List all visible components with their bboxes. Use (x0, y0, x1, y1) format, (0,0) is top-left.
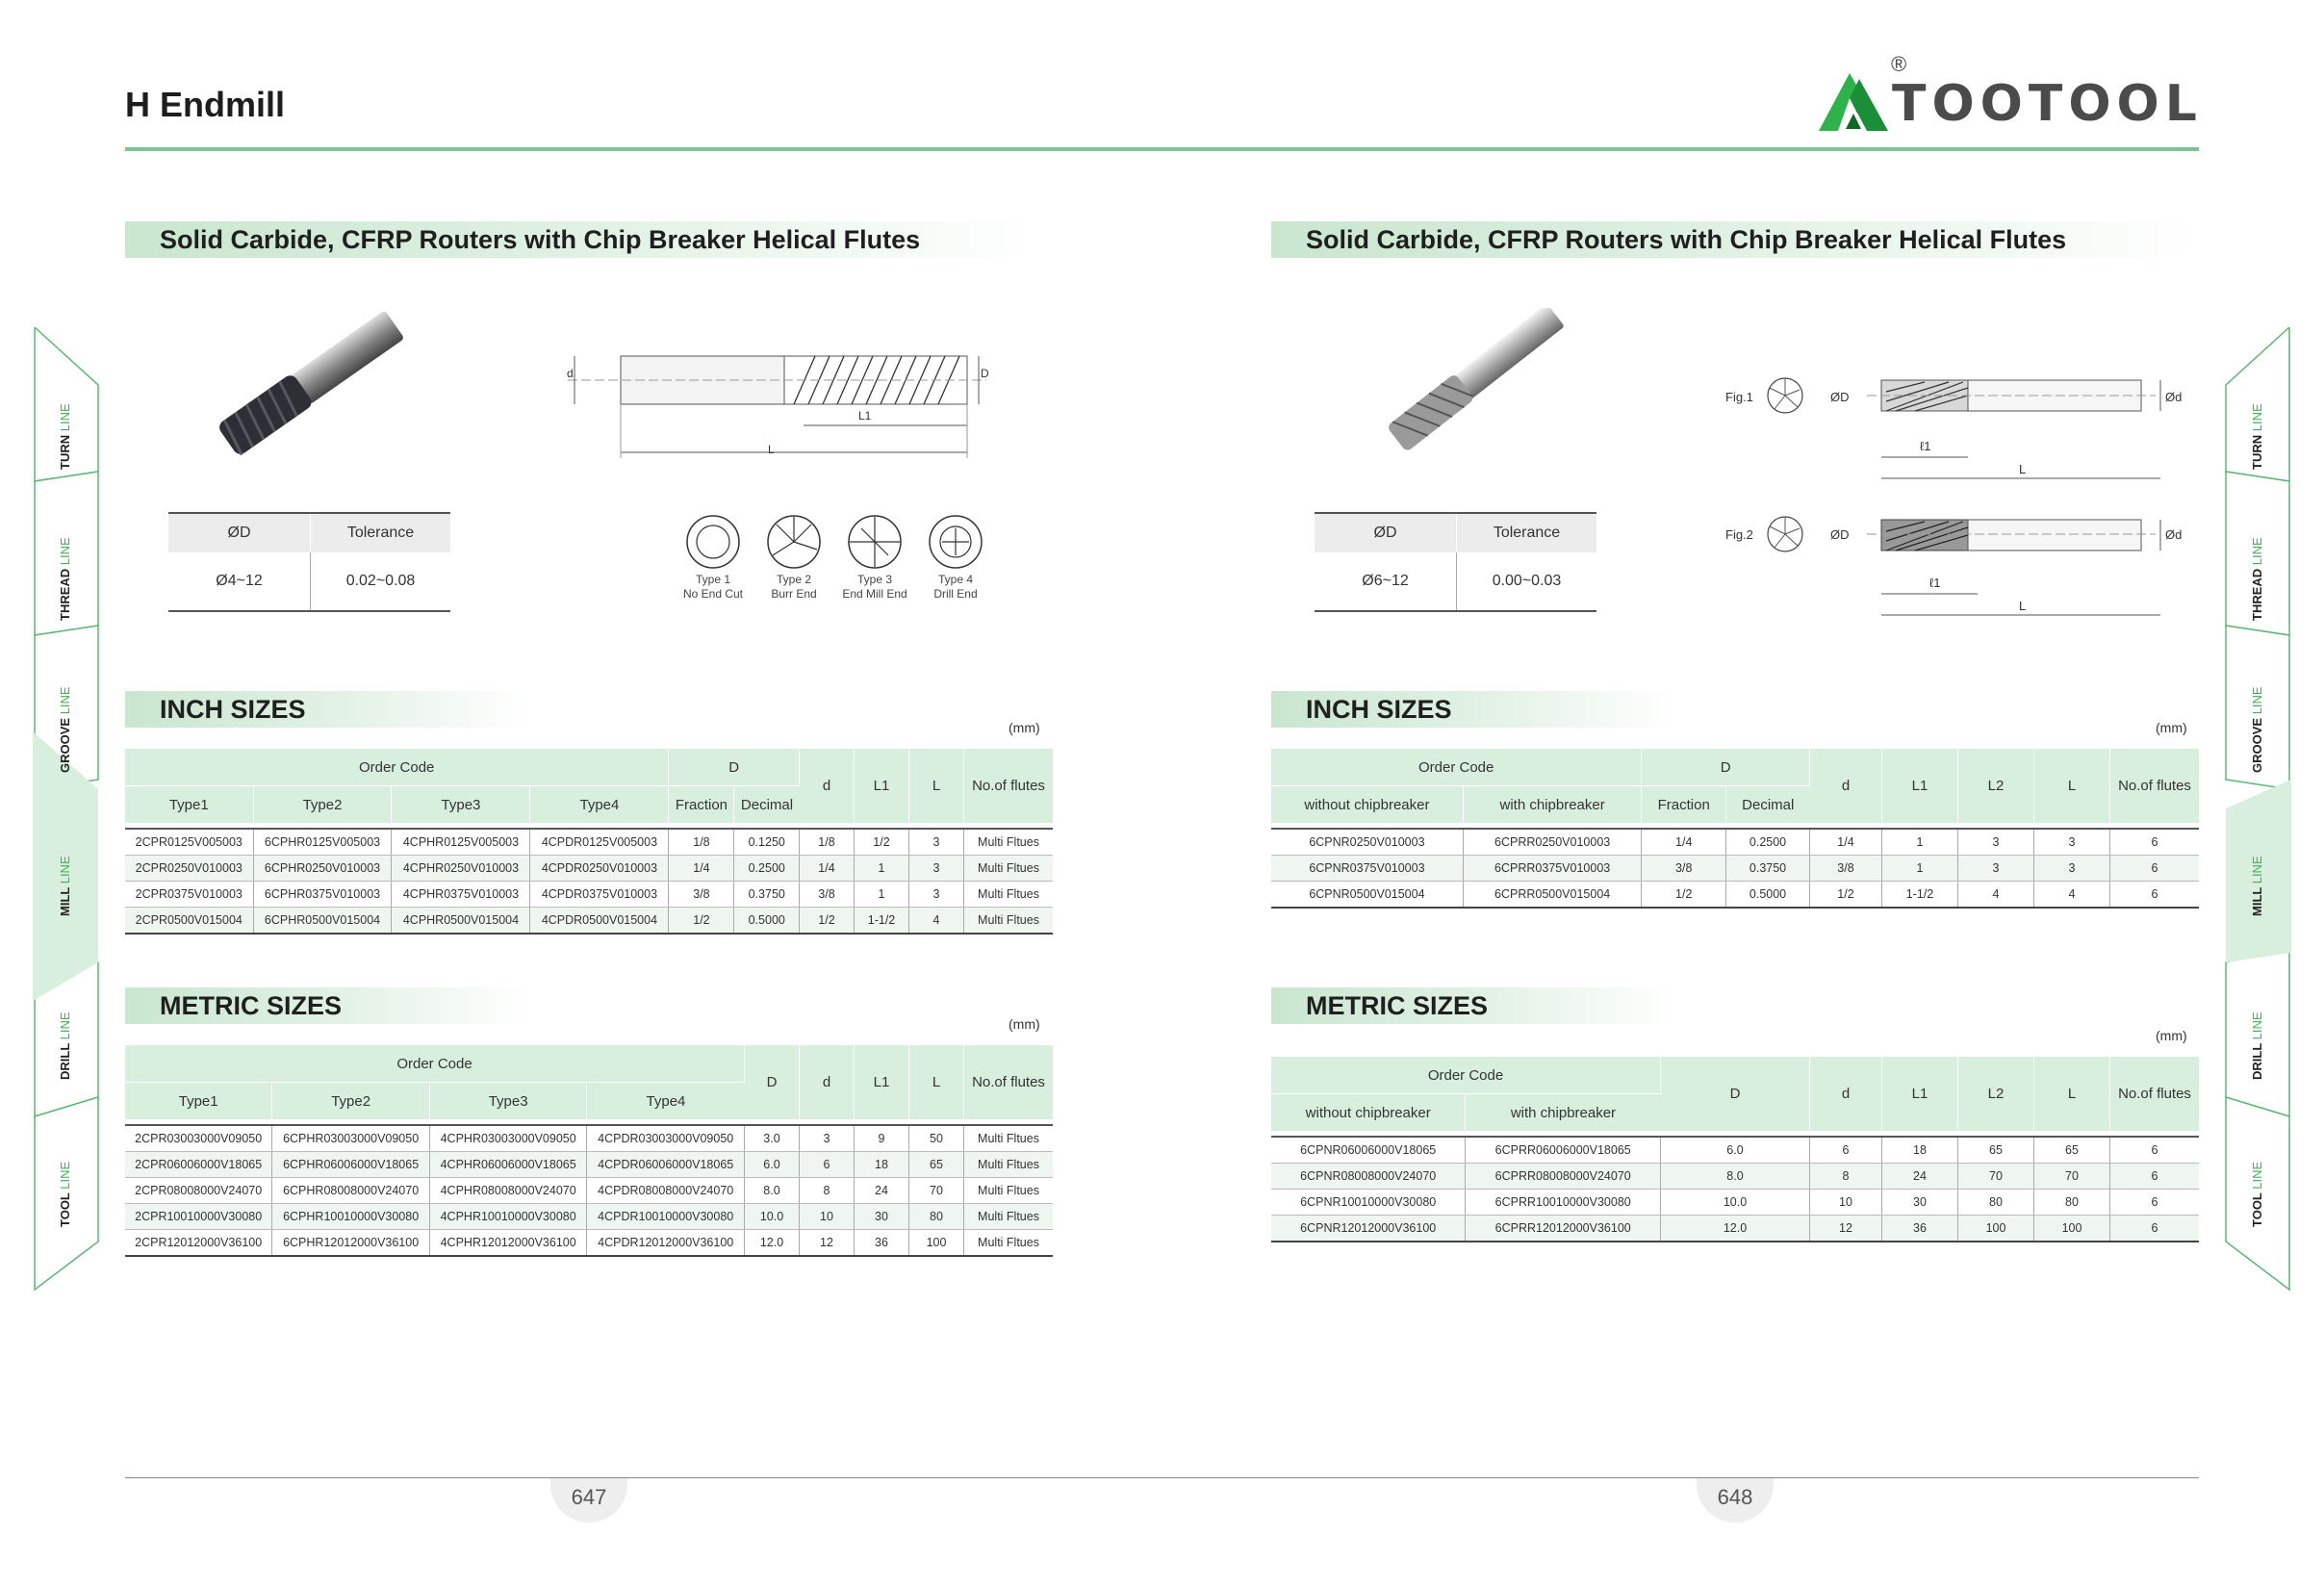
table-cell: 1 (1882, 829, 1958, 856)
table-cell: 3/8 (1642, 856, 1726, 882)
tol-header-tol: Tolerance (311, 513, 451, 552)
table-cell: Multi Fltues (964, 1230, 1054, 1257)
left-section-title: Solid Carbide, CFRP Routers with Chip Breaker Helical Flutes (160, 225, 921, 254)
right-inch-table (1271, 749, 2199, 909)
table-cell: 18 (855, 1152, 909, 1178)
table-row (125, 1152, 1053, 1178)
col-order-code: Order Code (1271, 1057, 1661, 1094)
table-cell: 6CPNR0500V015004 (1271, 882, 1463, 909)
col-D: D (745, 1045, 800, 1120)
table-cell: 1/2 (1810, 882, 1882, 909)
table-row (1271, 1190, 2199, 1216)
table-row (125, 1230, 1053, 1257)
table-cell: 1/8 (800, 829, 855, 856)
table-cell: 1 (855, 856, 909, 882)
table-cell: 6CPRR10010000V30080 (1466, 1190, 1661, 1216)
table-cell: 10 (800, 1204, 855, 1230)
col-L1: L1 (855, 749, 909, 824)
table-cell: 30 (855, 1204, 909, 1230)
col-L2: L2 (1958, 1057, 2034, 1132)
table-cell: 6CPNR06006000V18065 (1271, 1137, 1466, 1164)
table-cell: 6CPHR10010000V30080 (272, 1204, 430, 1230)
col-type3: Type3 (392, 786, 530, 824)
table-cell: 65 (2034, 1137, 2110, 1164)
right-tolerance-table (1315, 512, 1596, 612)
table-cell: 3 (2034, 829, 2110, 856)
table-cell: 50 (909, 1125, 964, 1152)
left-tolerance-table (168, 512, 450, 612)
table-cell: 70 (1958, 1164, 2034, 1190)
table-row (1271, 1137, 2199, 1164)
table-cell: 6CPRR12012000V36100 (1466, 1216, 1661, 1242)
table-cell: 4CPDR0250V010003 (530, 856, 669, 882)
table-cell: 4CPDR0500V015004 (530, 908, 669, 935)
table-cell: 30 (1882, 1190, 1958, 1216)
table-cell: 1/4 (800, 856, 855, 882)
table-cell: Multi Fltues (964, 908, 1054, 935)
fig2-label: Fig.2 (1725, 527, 1753, 542)
table-cell: 80 (1958, 1190, 2034, 1216)
table-cell: 1/2 (669, 908, 734, 935)
left-drawing-L1: L1 (858, 409, 872, 423)
col-d: d (1810, 749, 1882, 824)
table-cell: 3 (1958, 829, 2034, 856)
tol-header-tol: Tolerance (1457, 513, 1597, 552)
table-cell: 3.0 (745, 1125, 800, 1152)
table-cell: 6 (800, 1152, 855, 1178)
table-cell: 6CPHR0375V010003 (253, 882, 392, 908)
table-cell: 2CPR12012000V36100 (125, 1230, 272, 1257)
table-cell: 1/2 (800, 908, 855, 935)
col-D: D (669, 749, 800, 786)
table-cell: 24 (1882, 1164, 1958, 1190)
col-L: L (909, 1045, 964, 1120)
table-cell: 4CPHR0375V010003 (392, 882, 530, 908)
table-cell: 4CPHR10010000V30080 (429, 1204, 587, 1230)
table-row (125, 908, 1053, 935)
table-cell: 8 (1810, 1164, 1882, 1190)
page-number-left: 647 (550, 1478, 627, 1523)
table-cell: Multi Fltues (964, 856, 1054, 882)
table-cell: 6CPRR0500V015004 (1463, 882, 1642, 909)
side-tab-mill-right[interactable]: MILL LINE (2250, 856, 2264, 916)
col-L: L (2034, 1057, 2110, 1132)
table-cell: 6CPHR12012000V36100 (272, 1230, 430, 1257)
col-L1: L1 (1882, 749, 1958, 824)
right-section-title: Solid Carbide, CFRP Routers with Chip Breaker Helical Flutes (1306, 225, 2067, 254)
table-cell: 1/4 (669, 856, 734, 882)
right-fig-drawings (1761, 371, 2165, 621)
fig2-d-label: Ød (2165, 527, 2183, 542)
right-inch-header (1271, 691, 1675, 728)
table-cell: 4CPDR0375V010003 (530, 882, 669, 908)
col-order-code: Order Code (125, 749, 669, 786)
table-cell: 10.0 (745, 1204, 800, 1230)
side-tab-groove-right[interactable]: GROOVE LINE (2250, 686, 2264, 773)
table-cell: 1-1/2 (1882, 882, 1958, 909)
table-cell: 0.1250 (734, 829, 800, 856)
side-tab-outlines-left (33, 327, 100, 1299)
col-D: D (1661, 1057, 1810, 1132)
table-cell: 6.0 (745, 1152, 800, 1178)
col-decimal: Decimal (1726, 786, 1810, 824)
table-cell: 3/8 (800, 882, 855, 908)
table-cell: 65 (909, 1152, 964, 1178)
col-type2: Type2 (272, 1083, 430, 1120)
table-cell: 6 (2110, 1190, 2200, 1216)
table-cell: 8.0 (745, 1178, 800, 1204)
col-with-chipbreaker: with chipbreaker (1466, 1094, 1661, 1132)
right-metric-header (1271, 987, 1675, 1024)
col-L1: L1 (1882, 1057, 1958, 1132)
table-cell: 1/8 (669, 829, 734, 856)
table-cell: Multi Fltues (964, 882, 1054, 908)
table-cell: 3 (909, 882, 964, 908)
col-fraction: Fraction (669, 786, 734, 824)
table-cell: 80 (909, 1204, 964, 1230)
table-row (1271, 1164, 2199, 1190)
table-cell: 2CPR0375V010003 (125, 882, 253, 908)
table-cell: 4CPHR0250V010003 (392, 856, 530, 882)
col-d: d (800, 1045, 855, 1120)
table-cell: 6CPHR08008000V24070 (272, 1178, 430, 1204)
side-tab-drill-right[interactable]: DRILL LINE (2250, 1012, 2264, 1080)
table-row (125, 1204, 1053, 1230)
footer-rule (125, 1477, 2199, 1478)
col-L: L (2034, 749, 2110, 824)
table-cell: 70 (2034, 1164, 2110, 1190)
table-cell: Multi Fltues (964, 1178, 1054, 1204)
tol-value-d: Ø6~12 (1315, 552, 1457, 611)
left-drawing-d: d (567, 367, 574, 380)
col-flutes: No.of flutes (964, 749, 1054, 824)
end-type-4: Type 4 Drill End (933, 573, 978, 601)
table-cell: 4 (909, 908, 964, 935)
table-cell: 10.0 (1661, 1190, 1810, 1216)
col-flutes: No.of flutes (964, 1045, 1054, 1120)
right-section-header (1271, 221, 2195, 258)
fig1-D-label: ØD (1830, 390, 1850, 404)
table-cell: 0.3750 (1726, 856, 1810, 882)
table-cell: 1 (1882, 856, 1958, 882)
table-cell: 0.2500 (1726, 829, 1810, 856)
table-cell: 6CPHR03003000V09050 (272, 1125, 430, 1152)
left-metric-table (125, 1045, 1053, 1257)
table-cell: 8.0 (1661, 1164, 1810, 1190)
table-cell: 6CPNR08008000V24070 (1271, 1164, 1466, 1190)
left-drawing-D: D (981, 367, 989, 380)
side-tab-tool[interactable]: TOOL LINE (58, 1161, 72, 1227)
fig1-d-label: Ød (2165, 390, 2183, 404)
right-inch-title: INCH SIZES (1306, 695, 1452, 724)
registered-mark: ® (1891, 52, 1907, 76)
table-cell: 6CPNR10010000V30080 (1271, 1190, 1466, 1216)
table-cell: 4 (1958, 882, 2034, 909)
col-type4: Type4 (530, 786, 669, 824)
table-cell: 65 (1958, 1137, 2034, 1164)
table-cell: 100 (1958, 1216, 2034, 1242)
table-cell: 4CPHR03003000V09050 (429, 1125, 587, 1152)
table-cell: 10 (1810, 1190, 1882, 1216)
table-cell: 6CPRR06006000V18065 (1466, 1137, 1661, 1164)
col-with-chipbreaker: with chipbreaker (1463, 786, 1642, 824)
table-cell: 100 (2034, 1216, 2110, 1242)
brand-name: TOOTOOL (1892, 75, 2203, 133)
table-cell: 6 (1810, 1137, 1882, 1164)
table-cell: 4CPHR0500V015004 (392, 908, 530, 935)
table-cell: 6CPHR06006000V18065 (272, 1152, 430, 1178)
left-section-header (125, 221, 1039, 258)
col-L2: L2 (1958, 749, 2034, 824)
table-cell: 6CPRR0250V010003 (1463, 829, 1642, 856)
col-D: D (1642, 749, 1810, 786)
side-tab-turn[interactable]: TURN LINE (58, 403, 72, 470)
col-type4: Type4 (587, 1083, 745, 1120)
col-d: d (1810, 1057, 1882, 1132)
end-types (678, 513, 996, 609)
table-cell: 6 (2110, 829, 2200, 856)
table-row (1271, 882, 2199, 909)
table-cell: 36 (1882, 1216, 1958, 1242)
table-cell: 4CPHR12012000V36100 (429, 1230, 587, 1257)
col-d: d (800, 749, 855, 824)
table-cell: 8 (800, 1178, 855, 1204)
side-tab-tool-right[interactable]: TOOL LINE (2250, 1161, 2264, 1227)
left-inch-table (125, 749, 1053, 935)
fig2-L-label: L (2019, 599, 2027, 613)
col-flutes: No.of flutes (2110, 749, 2200, 824)
page-title: H Endmill (125, 85, 286, 124)
col-flutes: No.of flutes (2110, 1057, 2200, 1132)
col-L1: L1 (855, 1045, 909, 1120)
table-cell: 4CPHR0125V005003 (392, 829, 530, 856)
table-cell: 3 (909, 856, 964, 882)
table-cell: 2CPR0125V005003 (125, 829, 253, 856)
table-cell: 4CPDR12012000V36100 (587, 1230, 745, 1257)
col-without-chipbreaker: without chipbreaker (1271, 1094, 1466, 1132)
table-cell: 4CPDR10010000V30080 (587, 1204, 745, 1230)
table-cell: 18 (1882, 1137, 1958, 1164)
table-cell: 6CPNR0375V010003 (1271, 856, 1463, 882)
table-cell: 4CPHR08008000V24070 (429, 1178, 587, 1204)
table-row (125, 882, 1053, 908)
table-row (125, 829, 1053, 856)
table-cell: 2CPR0250V010003 (125, 856, 253, 882)
tol-value-tol: 0.00~0.03 (1457, 552, 1597, 611)
table-cell: 3/8 (669, 882, 734, 908)
table-cell: 24 (855, 1178, 909, 1204)
table-cell: 12.0 (745, 1230, 800, 1257)
tol-value-tol: 0.02~0.08 (311, 552, 451, 611)
table-cell: 4CPDR03003000V09050 (587, 1125, 745, 1152)
col-type1: Type1 (125, 1083, 272, 1120)
table-cell: 4 (2034, 882, 2110, 909)
col-fraction: Fraction (1642, 786, 1726, 824)
table-cell: 9 (855, 1125, 909, 1152)
table-cell: 6CPRR0375V010003 (1463, 856, 1642, 882)
left-inch-title: INCH SIZES (160, 695, 306, 724)
table-cell: 2CPR03003000V09050 (125, 1125, 272, 1152)
table-cell: 4CPDR08008000V24070 (587, 1178, 745, 1204)
side-tab-mill[interactable]: MILL LINE (58, 856, 72, 916)
table-cell: 4CPDR06006000V18065 (587, 1152, 745, 1178)
table-cell: 12 (800, 1230, 855, 1257)
side-tab-turn-right[interactable]: TURN LINE (2250, 403, 2264, 470)
right-product-photo (1366, 308, 1578, 452)
table-cell: 3 (800, 1125, 855, 1152)
col-type1: Type1 (125, 786, 253, 824)
table-cell: 6CPHR0125V005003 (253, 829, 392, 856)
end-type-1: Type 1 No End Cut (682, 573, 744, 601)
side-tab-groove[interactable]: GROOVE LINE (58, 686, 72, 773)
right-metric-unit: (mm) (2156, 1028, 2187, 1043)
table-cell: 2CPR0500V015004 (125, 908, 253, 935)
table-cell: 0.5000 (734, 908, 800, 935)
table-cell: 1-1/2 (855, 908, 909, 935)
table-cell: 2CPR10010000V30080 (125, 1204, 272, 1230)
fig1-L-label: L (2019, 462, 2027, 476)
right-metric-table (1271, 1057, 2199, 1242)
table-cell: 6CPRR08008000V24070 (1466, 1164, 1661, 1190)
right-inch-unit: (mm) (2156, 720, 2187, 735)
left-inch-header (125, 691, 529, 728)
col-without-chipbreaker: without chipbreaker (1271, 786, 1463, 824)
table-cell: 6 (2110, 856, 2200, 882)
table-cell: 80 (2034, 1190, 2110, 1216)
col-order-code: Order Code (1271, 749, 1642, 786)
side-tab-thread[interactable]: THREAD LINE (58, 537, 72, 621)
col-type3: Type3 (429, 1083, 587, 1120)
table-cell: 6.0 (1661, 1137, 1810, 1164)
left-inch-unit: (mm) (1009, 720, 1040, 735)
table-cell: 0.3750 (734, 882, 800, 908)
table-cell: 1/2 (1642, 882, 1726, 909)
table-cell: Multi Fltues (964, 1125, 1054, 1152)
table-cell: 2CPR06006000V18065 (125, 1152, 272, 1178)
table-cell: Multi Fltues (964, 1152, 1054, 1178)
table-cell: 70 (909, 1178, 964, 1204)
table-cell: 100 (909, 1230, 964, 1257)
col-type2: Type2 (253, 786, 392, 824)
table-cell: 6 (2110, 1137, 2200, 1164)
fig2-D-label: ØD (1830, 527, 1850, 542)
col-L: L (909, 749, 964, 824)
end-type-3: Type 3 End Mill End (842, 573, 907, 601)
table-cell: 1/2 (855, 829, 909, 856)
table-cell: 3 (1958, 856, 2034, 882)
table-row (125, 1178, 1053, 1204)
table-cell: 1/4 (1642, 829, 1726, 856)
fig1-label: Fig.1 (1725, 390, 1753, 404)
table-cell: 1/4 (1810, 829, 1882, 856)
end-type-2: Type 2 Burr End (771, 573, 817, 601)
col-order-code: Order Code (125, 1045, 745, 1083)
table-cell: 6CPNR12012000V36100 (1271, 1216, 1466, 1242)
table-cell: 6CPHR0250V010003 (253, 856, 392, 882)
table-cell: 3 (909, 829, 964, 856)
table-cell: 6CPNR0250V010003 (1271, 829, 1463, 856)
left-metric-title: METRIC SIZES (160, 991, 343, 1020)
table-cell: 2CPR08008000V24070 (125, 1178, 272, 1204)
table-cell: 36 (855, 1230, 909, 1257)
table-row (1271, 829, 2199, 856)
table-cell: 3 (2034, 856, 2110, 882)
left-product-photo (202, 308, 414, 462)
table-row (125, 856, 1053, 882)
col-decimal: Decimal (734, 786, 800, 824)
table-row (1271, 856, 2199, 882)
table-cell: 12.0 (1661, 1216, 1810, 1242)
side-tab-thread-right[interactable]: THREAD LINE (2250, 537, 2264, 621)
table-cell: Multi Fltues (964, 1204, 1054, 1230)
left-technical-drawing (563, 346, 991, 462)
fig2-l1-label: ℓ1 (1929, 576, 1941, 590)
table-cell: 0.5000 (1726, 882, 1810, 909)
table-cell: 6 (2110, 1164, 2200, 1190)
table-row (125, 1125, 1053, 1152)
tol-header-d: ØD (168, 513, 311, 552)
table-cell: 4CPDR0125V005003 (530, 829, 669, 856)
left-metric-header (125, 987, 529, 1024)
table-row (1271, 1216, 2199, 1242)
side-tab-drill[interactable]: DRILL LINE (58, 1012, 72, 1080)
table-cell: 4CPHR06006000V18065 (429, 1152, 587, 1178)
side-tab-outlines-right (2224, 327, 2291, 1299)
table-cell: 6CPHR0500V015004 (253, 908, 392, 935)
page-number-right: 648 (1697, 1478, 1774, 1523)
table-cell: 3/8 (1810, 856, 1882, 882)
table-cell: Multi Fltues (964, 829, 1054, 856)
fig1-l1-label: ℓ1 (1920, 439, 1931, 453)
table-cell: 6 (2110, 1216, 2200, 1242)
right-metric-title: METRIC SIZES (1306, 991, 1489, 1020)
tol-value-d: Ø4~12 (168, 552, 311, 611)
left-metric-unit: (mm) (1009, 1016, 1040, 1032)
table-cell: 0.2500 (734, 856, 800, 882)
tol-header-d: ØD (1315, 513, 1457, 552)
header-rule (125, 147, 2199, 151)
table-cell: 12 (1810, 1216, 1882, 1242)
end-type-icons (684, 513, 992, 571)
left-drawing-L: L (768, 443, 775, 456)
table-cell: 6 (2110, 882, 2200, 909)
table-cell: 1 (855, 882, 909, 908)
